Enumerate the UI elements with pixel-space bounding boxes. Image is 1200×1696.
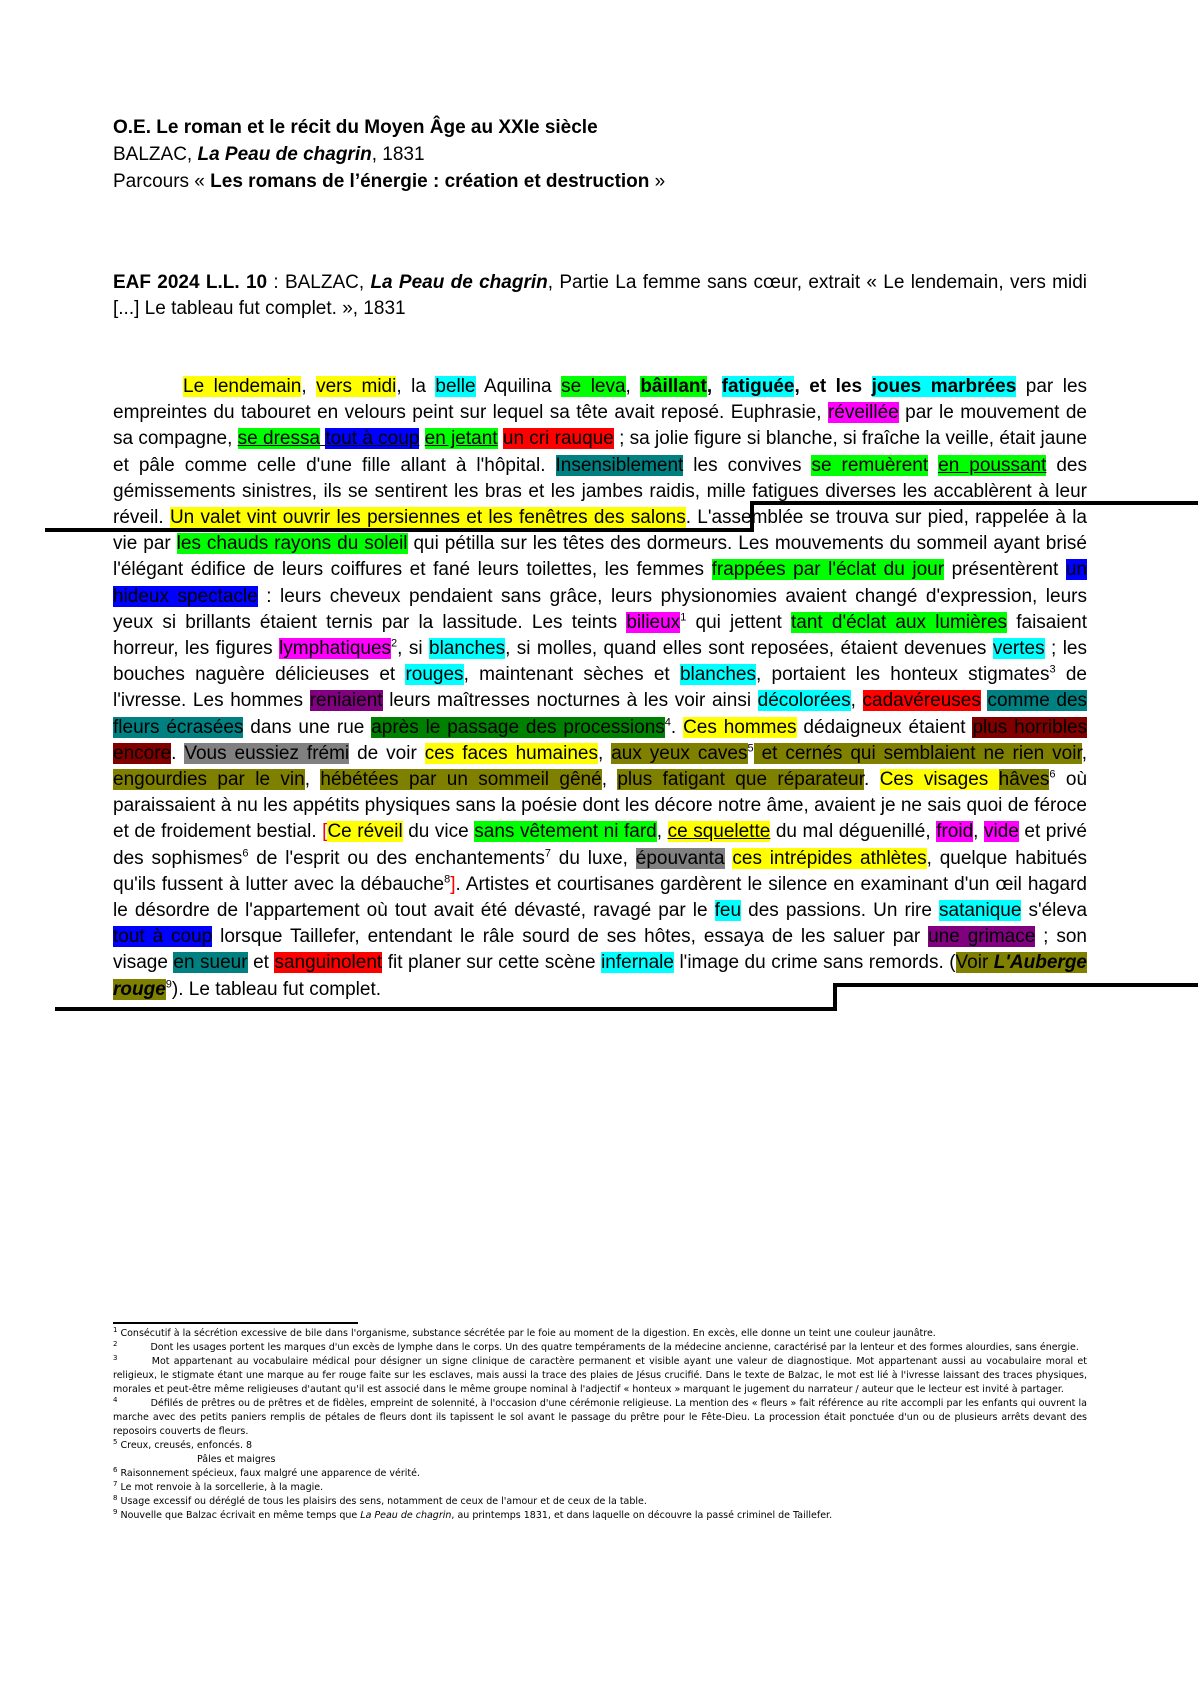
footnote-text: , au printemps 1831, et dans laquelle on découvre la passé criminel de Taillefer.	[451, 1510, 833, 1521]
text-segment: : leurs cheveux pendaient sans grâce, leurs physionomies avaient changé d'expression, leurs yeux si brillants étaient ternis par la lassitude. Les teints	[113, 585, 1087, 633]
text-segment: ; les bouches naguère délicieuses et	[113, 638, 1087, 686]
hl-segment: en poussant	[938, 454, 1047, 476]
hl-segment: sanguinolent	[274, 952, 383, 974]
text-segment: .	[171, 742, 185, 764]
hl-segment: reniaient	[309, 690, 383, 712]
text-segment: ,	[1081, 742, 1088, 764]
text-segment: par le mouvement de sa compagne,	[113, 402, 1088, 450]
text-segment: du mal déguenillé,	[770, 821, 937, 843]
text-segment: ,	[850, 690, 863, 712]
footnote-work-title: La Peau de chagrin	[360, 1510, 452, 1521]
hl-segment: satanique	[939, 900, 1022, 922]
hl-segment: Ces visages	[879, 769, 999, 791]
text-segment: lorsque Taillefer, entendant le râle sourd de ses hôtes, essaya de les saluer par	[212, 926, 929, 948]
footnote-number: 5	[113, 1437, 118, 1446]
text-segment: ,	[973, 821, 984, 843]
text-segment: et privé des sophismes	[113, 821, 1087, 869]
footnote-5	[113, 1439, 1087, 1453]
text-segment: , la	[396, 376, 436, 397]
footnote-ref: 4	[664, 716, 671, 729]
text-segment: , si	[397, 638, 430, 660]
hl-segment: bâillant	[640, 376, 707, 397]
hl-segment: en jetant	[424, 428, 498, 450]
text-segment: ,	[597, 742, 612, 764]
text-segment: , quelque habitués qu'ils fussent à lutter avec la débauche	[113, 847, 1088, 895]
hl-segment: comme des fleurs écrasées	[113, 690, 1088, 738]
hl-segment: tant d'éclat aux lumières	[791, 611, 1008, 633]
footnote-text: Mot appartenant au vocabulaire médical pour désigner un signe clinique de caractère permanent et visible ayant une valeur de diagnostique. Mot appartenant aussi au vocabulaire moral et religieux, le stigmate étant une marque au fer rouge faite sur les esclaves, mais aussi la trace des plaies de Jésus crucifié. Dans le texte de Balzac, le mot est lié à l'ivresse laissant des traces physiques, morales et peut-être même religieuses d'autant qu'il est associé dans le même groupe nominal à l'adjectif « honteux » marquant le jugement du narrateur / auteur que le lecteur est invité à partager.	[113, 1356, 1087, 1395]
footnote-text: Le mot renvoie à la sorcellerie, à la magie.	[117, 1482, 324, 1493]
footnote-ref: 1	[680, 611, 687, 624]
text-segment: des passions. Un rire	[741, 900, 939, 922]
hl-segment: fatiguée	[721, 376, 795, 397]
footnote-ref: 9	[165, 978, 172, 991]
hl-segment: en sueur	[173, 952, 248, 974]
footnote-number: 3	[113, 1353, 118, 1362]
footnote-number: 4	[113, 1395, 118, 1404]
hl-segment: sans vêtement ni fard	[474, 821, 657, 843]
text-segment: . L'assemblée se trouva sur pied, rappelée à la vie par	[113, 507, 1087, 555]
hl-segment: froid	[936, 821, 974, 843]
footnote-2	[113, 1341, 1087, 1355]
hl-segment: un cri rauque	[502, 428, 614, 450]
eaf-text: : BALZAC,	[267, 272, 371, 293]
author: BALZAC,	[113, 144, 193, 165]
footnote-number: 7	[113, 1479, 118, 1488]
hl-segment: Le lendemain	[183, 376, 302, 397]
eaf-work-title: La Peau de chagrin	[370, 272, 548, 293]
hl-segment: lymphatiques	[279, 638, 392, 660]
eaf-label: EAF 2024 L.L. 10	[113, 272, 268, 293]
eaf-text: , Partie La femme sans cœur, extrait « Le lendemain, vers midi [...] Le tableau fut complet. », 1831	[113, 272, 1087, 319]
hl-segment: Vous eussiez frémi	[184, 742, 350, 764]
text-segment: dédaigneux étaient	[796, 716, 973, 738]
text-segment: où paraissaient à nu les appétits physiques sans la poésie dont les décore notre âme, avaient je ne sais quoi de féroce et de froidement bestial.	[113, 769, 1088, 843]
hl-segment: vertes	[992, 638, 1045, 660]
hl-segment: plus horribles encore	[113, 716, 1088, 764]
footnote-number: 9	[113, 1507, 118, 1516]
hl-segment: Ces hommes	[683, 716, 797, 738]
footnote-9	[113, 1509, 1087, 1523]
text-segment: fit planer sur cette scène	[382, 952, 602, 974]
hl-segment: bilieux	[626, 611, 681, 633]
footnote-text: Consécutif à la sécrétion excessive de bile dans l'organisme, substance sécrétée par le foie au moment de la digestion. En excès, elle donne un teint une couleur jaunâtre.	[117, 1328, 936, 1339]
hl-segment: Un valet vint ouvrir les persiennes et les fenêtres des salons	[169, 507, 686, 529]
footnote-number: 2	[113, 1339, 118, 1348]
hl-segment: vers midi	[316, 376, 397, 397]
text-segment: , si molles, quand elles sont reposées, étaient devenues	[505, 638, 993, 660]
hl-segment: tout à coup	[325, 428, 420, 450]
hl-segment: les chauds rayons du soleil	[176, 533, 408, 555]
text-segment: du vice	[402, 821, 475, 843]
text-segment: s'éleva	[1021, 900, 1088, 922]
text-segment: ,	[304, 769, 321, 791]
hl-segment: frappées par l'éclat du jour	[711, 559, 945, 581]
hl-segment: L'Auberge rouge	[113, 952, 1087, 1000]
hl-segment: blanches	[429, 638, 506, 660]
bracket-open: [	[322, 821, 328, 843]
footnotes	[113, 1327, 1087, 1523]
hl-segment: plus fatigant que réparateur	[617, 769, 865, 791]
footnote-1	[113, 1327, 1087, 1341]
hl-segment: Ce réveil	[327, 821, 403, 843]
hl-segment: engourdies par le vin	[113, 769, 305, 791]
footnote-text: Usage excessif ou déréglé de tous les plaisirs des sens, notamment de ceux de l'amour et de ceux de la table.	[117, 1496, 647, 1507]
text-segment: dans une rue	[243, 716, 372, 738]
hl-segment: et cernés qui semblaient ne rien voir	[753, 742, 1082, 764]
text-segment: du luxe,	[550, 847, 636, 869]
footnote-text: Nouvelle que Balzac écrivait en même temps que	[117, 1510, 361, 1521]
text-segment: ,	[625, 376, 641, 397]
text-segment: les convives	[683, 454, 812, 476]
work-title: La Peau de chagrin	[197, 144, 372, 165]
text-segment: ; son visage	[113, 926, 1087, 974]
hl-segment: belle	[435, 376, 476, 397]
text-segment: .	[670, 716, 684, 738]
footnote-ref: 5	[747, 742, 754, 755]
hl-segment: réveillée	[827, 402, 899, 424]
footnote-number: 8	[113, 1493, 118, 1502]
text-segment: qui pétilla sur les têtes des dormeurs. Les mouvements du sommeil ayant brisé l'élégant édifice de leurs coiffures et fané leurs toilettes, les femmes	[113, 533, 1087, 581]
footnote-ref: 2	[391, 637, 398, 650]
hl-segment: ces intrépides athlètes	[732, 847, 927, 869]
hl-segment: vide	[984, 821, 1019, 843]
bracket-close: ]	[450, 873, 456, 895]
footnote-text: Raisonnement spécieux, faux malgré une apparence de vérité.	[117, 1468, 420, 1479]
hl-segment: après le passage des processions	[371, 716, 665, 738]
text-segment: leurs maîtresses nocturnes à les voir ainsi	[382, 690, 758, 712]
text-segment: des gémissements sinistres, ils se sentirent les bras et les jambes raidis, mille fatigues diverses les accablèrent à leur réveil.	[113, 454, 1087, 529]
footnote-text: Creux, creusés, enfoncés. 8	[117, 1440, 253, 1451]
text-segment: , et les	[794, 376, 872, 397]
hl-segment: tout à coup	[113, 926, 213, 948]
text-segment: ,	[601, 769, 618, 791]
parcours-title: Les romans de l’énergie : création et destruction	[210, 171, 650, 192]
hl-segment: se dressa	[237, 428, 321, 450]
text-segment: ,	[706, 376, 722, 397]
hl-segment: joues marbrées	[871, 376, 1017, 397]
text-segment: de voir	[349, 742, 425, 764]
hl-segment: une grimace	[928, 926, 1036, 948]
hl-segment: cadavéreuses	[862, 690, 981, 712]
footnote-6	[113, 1467, 1087, 1481]
hl-segment: aux yeux caves	[611, 742, 748, 764]
text-segment: de l'esprit ou des enchantements	[248, 847, 545, 869]
text-segment: ; sa jolie figure si blanche, si fraîche la veille, était jaune et pâle comme celle d'une fille allant à l'hôpital.	[113, 428, 1088, 476]
hl-segment: hébétées par un sommeil gêné	[320, 769, 602, 791]
section-divider-2	[55, 985, 1198, 1009]
hl-segment: ces faces humaines	[424, 742, 598, 764]
footnote-ref: 8	[444, 873, 451, 886]
footnote-text: Défilés de prêtres ou de prêtres et de fidèles, empreint de solennité, à l'occasion d'une cérémonie religieuse. La mention des « fleurs » fait référence au rite accompli par les enfants qui ouvrent la marche avec des petits paniers remplis de pétales de fleurs dont ils tapissent le sol avant le passage du prêtre pour le Fête-Dieu. La procession était ponctuée d'un ou de plusieurs arrêts devant des reposoirs couverts de fleurs.	[113, 1398, 1087, 1437]
hl-segment: Insensiblement	[555, 454, 684, 476]
text-segment: de l'ivresse. Les hommes	[113, 664, 1087, 712]
text-segment: présentèrent	[944, 559, 1066, 581]
hl-segment: un hideux spectacle	[113, 559, 1087, 607]
footnote-4	[113, 1397, 1087, 1439]
text-segment: .	[864, 769, 880, 791]
text-segment: ,	[301, 376, 317, 397]
footnote-ref: 3	[1049, 663, 1056, 676]
footnote-number: 6	[113, 1465, 118, 1474]
text-segment: , portaient les honteux stigmates	[756, 664, 1050, 686]
footnote-text: Dont les usages portent les marques d'un excès de lymphe dans le corps. Un des quatre tempéraments de la médecine ancienne, caractérisé par la lenteur et des formes alourdies, sans énergie.	[147, 1342, 1079, 1353]
hl-segment: rouges	[405, 664, 464, 686]
footnote-8	[113, 1495, 1087, 1509]
text-segment: Aquilina	[475, 376, 562, 397]
text-segment: l'image du crime sans remords. (	[673, 952, 956, 974]
footnote-haves: Pâles et maigres	[197, 1454, 276, 1465]
footnote-number: 1	[113, 1325, 118, 1334]
year: , 1831	[371, 144, 425, 165]
hl-segment: blanches	[679, 664, 756, 686]
footnote-ref: 7	[544, 847, 551, 860]
parcours-suffix: »	[649, 171, 666, 192]
footnote-separator	[113, 1322, 358, 1324]
text-segment: faisaient horreur, les figures	[113, 611, 1088, 660]
hl-segment: Voir	[955, 952, 994, 974]
course-title: O.E. Le roman et le récit du Moyen Âge au XXIe siècle	[113, 117, 598, 138]
section-divider-1	[45, 503, 1198, 530]
hl-segment: hâves	[998, 769, 1050, 791]
parcours-prefix: Parcours «	[113, 171, 211, 192]
footnote-ref: 6	[242, 847, 249, 860]
text-segment: et	[247, 952, 275, 974]
hl-segment: ce squelette	[667, 821, 771, 843]
text-segment: qui jettent	[686, 611, 792, 633]
hl-segment: épouvanta	[635, 847, 725, 869]
hl-segment: se leva	[561, 376, 626, 397]
hl-segment: décolorées	[757, 690, 851, 712]
hl-segment: infernale	[601, 952, 674, 974]
footnote-3	[113, 1355, 1087, 1397]
footnote-7	[113, 1481, 1087, 1495]
footnote-ref: 6	[1049, 768, 1056, 781]
hl-segment: se remuèrent	[811, 454, 929, 476]
text-segment: par les empreintes du tabouret en velours peint sur lequel sa tête avait reposé. Euphrasie,	[113, 376, 1088, 424]
text-segment: , maintenant sèches et	[463, 664, 680, 686]
text-segment: ,	[656, 821, 668, 843]
text-segment: . Artistes et courtisanes gardèrent le silence en examinant d'un œil hagard le désordre de l'appartement où tout avait été dévasté, ravagé par le	[113, 873, 1087, 922]
text-segment: ). Le tableau fut complet.	[171, 978, 382, 1000]
hl-segment: feu	[714, 900, 742, 922]
